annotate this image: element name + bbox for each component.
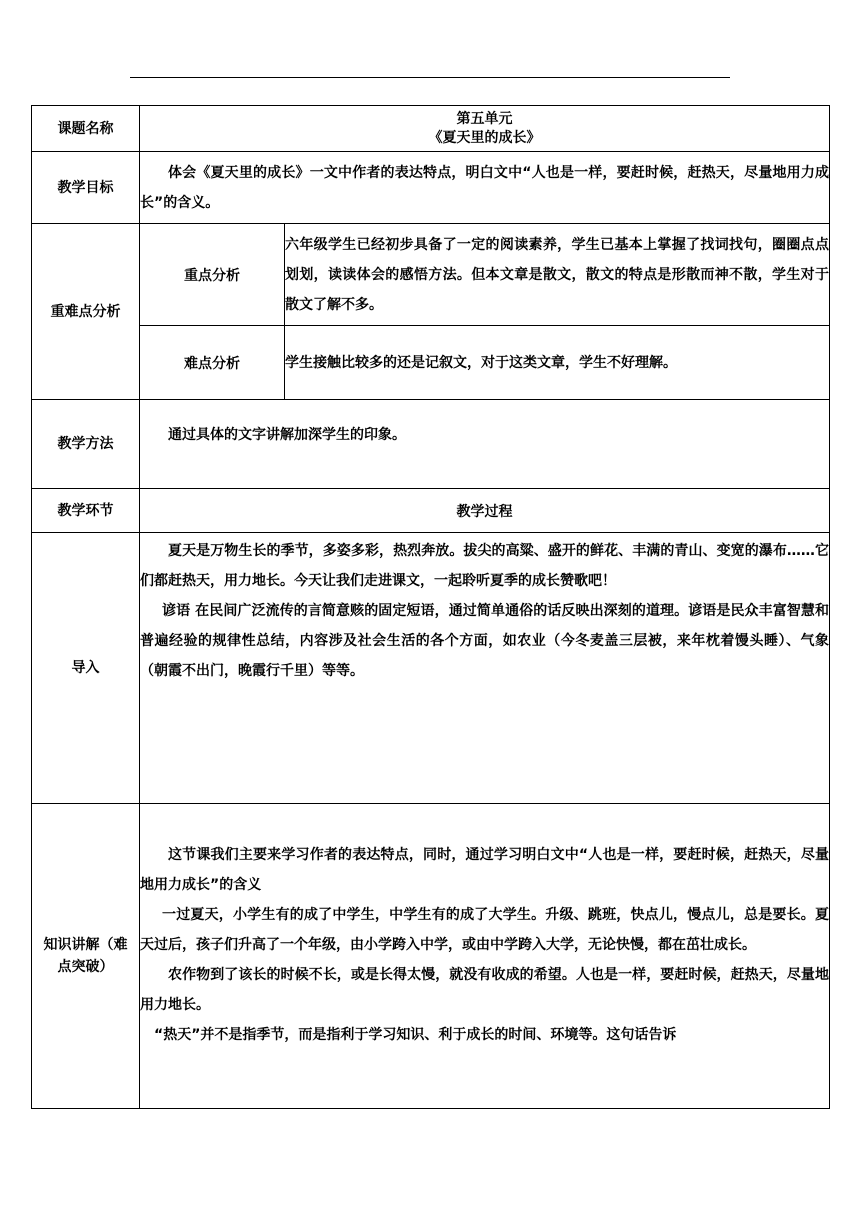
label-intro: 导入 <box>32 533 140 804</box>
label-knowledge: 知识讲解（难点突破） <box>32 804 140 1109</box>
label-method: 教学方法 <box>32 400 140 489</box>
title-cell <box>140 106 830 152</box>
key-text: 六年级学生已经初步具备了一定的阅读素养，学生已基本上掌握了找词找句，圈圈点点划划，读读体会的感悟方法。但本文章是散文，散文的特点是形散而神不散，学生对于散文了解不多。 <box>285 236 829 313</box>
method-text: 通过具体的文字讲解加深学生的印象。 <box>168 427 406 443</box>
knowledge-paragraph-3: 农作物到了该长的时候不长，或是长得太慢，就没有收成的希望。人也是一样，要赶时候，赶热天，尽量地用力地长。 <box>140 967 829 1013</box>
label-hard: 难点分析 <box>140 326 285 400</box>
method-cell <box>140 400 830 489</box>
intro-cell <box>140 533 830 804</box>
row-title <box>32 106 830 152</box>
row-method <box>32 400 830 489</box>
lesson-plan-table <box>31 105 830 1109</box>
row-intro <box>32 533 830 804</box>
header-rule <box>130 77 730 78</box>
knowledge-paragraph-1: 这节课我们主要来学习作者的表达特点，同时，通过学习明白文中“人也是一样，要赶时候，赶热天，尽量地用力成长”的含义 <box>140 847 829 893</box>
knowledge-cell <box>140 804 830 1109</box>
label-difficulty: 重难点分析 <box>32 224 140 400</box>
label-title: 课题名称 <box>32 106 140 152</box>
label-steps: 教学环节 <box>32 489 140 533</box>
row-steps <box>32 489 830 533</box>
process-heading: 教学过程 <box>140 489 830 533</box>
knowledge-paragraph-2: 一过夏天，小学生有的成了中学生，中学生有的成了大学生。升级、跳班，快点儿，慢点儿，总是要长。夏天过后，孩子们升高了一个年级，由小学跨入中学，或由中学跨入大学，无论快慢，都在茁壮成长。 <box>140 907 829 953</box>
key-cell <box>285 224 830 326</box>
knowledge-paragraph-4: “热天”并不是指季节，而是指利于学习知识、利于成长的时间、环境等。这句话告诉 <box>154 1027 677 1043</box>
row-key-difficulty <box>32 224 830 326</box>
goal-cell <box>140 152 830 224</box>
row-hard-difficulty <box>32 326 830 400</box>
label-key: 重点分析 <box>140 224 285 326</box>
row-knowledge <box>32 804 830 1109</box>
lesson-name: 《夏天里的成长》 <box>428 129 541 146</box>
hard-cell <box>285 326 830 400</box>
label-goal: 教学目标 <box>32 152 140 224</box>
intro-paragraph-2: 谚语 在民间广泛流传的言简意赅的固定短语，通过简单通俗的话反映出深刻的道理。谚语是民众丰富智慧和普遍经验的规律性总结，内容涉及社会生活的各个方面，如农业（今冬麦盖三层被，来年枕着馒头睡）、气象（朝霞不出门，晚霞行千里）等等。 <box>140 603 829 679</box>
goal-text: 体会《夏天里的成长》一文中作者的表达特点，明白文中“人也是一样，要赶时候，赶热天，尽量地用力成长”的含义。 <box>140 164 829 211</box>
unit-name: 第五单元 <box>456 110 513 127</box>
intro-paragraph-1: 夏天是万物生长的季节，多姿多彩，热烈奔放。拔尖的高粱、盛开的鲜花、丰满的青山、变宽的瀑布……它们都赶热天，用力地长。今天让我们走进课文，一起聆听夏季的成长赞歌吧！ <box>140 543 829 589</box>
row-goal <box>32 152 830 224</box>
hard-text: 学生接触比较多的还是记叙文，对于这类文章，学生不好理解。 <box>285 354 677 371</box>
